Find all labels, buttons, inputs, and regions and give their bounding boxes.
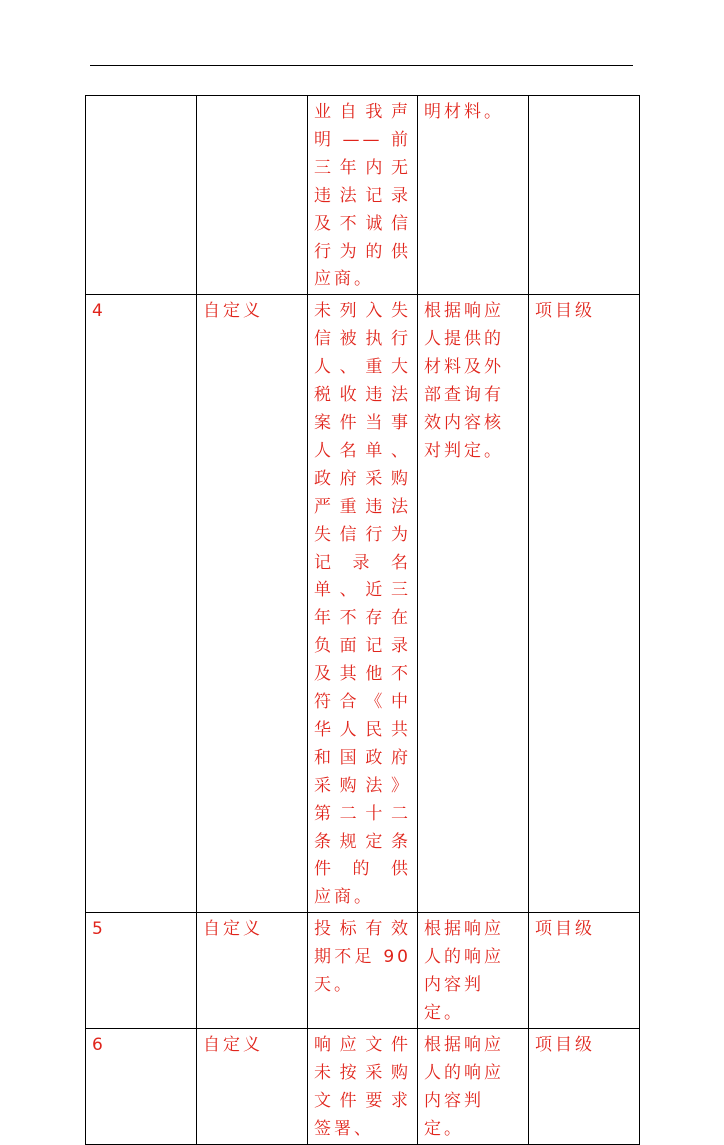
cell-content: 响应文件未按采购文件要求签署、 bbox=[308, 1028, 418, 1144]
cell-method: 根据响应人的响应内容判定。 bbox=[418, 1028, 529, 1144]
cell-level bbox=[529, 96, 640, 295]
cell-type bbox=[197, 96, 308, 295]
table-row bbox=[86, 913, 640, 1029]
cell-type: 自定义 bbox=[197, 1028, 308, 1144]
requirements-table bbox=[85, 95, 640, 1145]
header-rule bbox=[90, 65, 633, 66]
cell-level: 项目级 bbox=[529, 913, 640, 1029]
cell-type: 自定义 bbox=[197, 913, 308, 1029]
cell-type: 自定义 bbox=[197, 295, 308, 913]
cell-method: 根据响应人的响应内容判定。 bbox=[418, 913, 529, 1029]
cell-method: 明材料。 bbox=[418, 96, 529, 295]
cell-no: 5 bbox=[86, 913, 197, 1029]
cell-content: 业自我声明——前三年内无违法记录及不诚信行为的供应商。 bbox=[308, 96, 418, 295]
table-row bbox=[86, 295, 640, 913]
cell-no: 4 bbox=[86, 295, 197, 913]
cell-content: 投标有效期不足 90 天。 bbox=[308, 913, 418, 1029]
cell-level: 项目级 bbox=[529, 295, 640, 913]
cell-no: 6 bbox=[86, 1028, 197, 1144]
table-row bbox=[86, 1028, 640, 1144]
cell-level: 项目级 bbox=[529, 1028, 640, 1144]
cell-content: 未列入失信被执行人、重大税收违法案件当事人名单、政府采购严重违法失信行为 记 录 名单、近三年不存在负面记录及其他不符合《中华人民共和国政府采购法》第二十二条规定条件 的 供 应商。 bbox=[308, 295, 418, 913]
cell-method: 根据响应人提供的材料及外部查询有效内容核对判定。 bbox=[418, 295, 529, 913]
table-row bbox=[86, 96, 640, 295]
cell-no bbox=[86, 96, 197, 295]
